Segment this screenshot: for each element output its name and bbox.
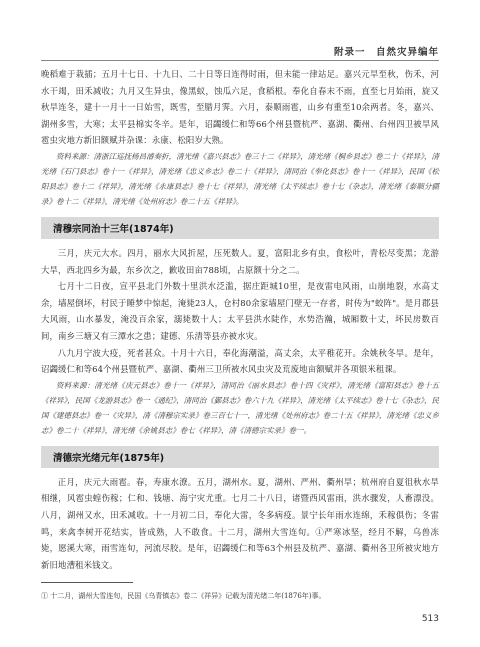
header-rule: [41, 60, 439, 61]
section-heading-bar: [41, 446, 439, 468]
section-heading-bar: [41, 217, 439, 239]
paragraph: 正月，庆元大雨雹。春，寿康水潦。五月，湖州水。夏，湖州、严州、衢州旱；杭州府自夏徂秋水旱相继，风雹虫蝗伤稼；仁和、钱塘、海宁灾尤重。七月二十八日，诸暨西风雷雨，洪水骤发，人畜漂没。八月，湖州又水，田禾减收。十一月初二日，奉化大雷，冬多病疫。景宁长年雨水连绵，禾稼俱伤；冬雷鸣，来禽李树开花结实，皆成熟，人不敢食。十二月，湖州大雪连旬。①严寒冰坚，经月不解，乌兽冻毙，愿溪大寒，雨雪连旬，河流尽胶。是年，诏蠲缓仁和等63个州县及杭严、嘉湖、衢州各卫所被灾地方新旧地漕租米钱文。: [41, 476, 439, 570]
section-title: 清德宗光绪元年(1875年): [53, 452, 165, 464]
main-content: [41, 66, 439, 573]
footnote-rule: [41, 582, 133, 583]
paragraph: 三月，庆元大水。四月，丽水大风折屋，压死数人。夏，富阳北乡有虫，食松叶，青松尽变黑；龙游大旱，西北四乡为最，东乡次之，歉收田亩788顷，占原额十分之二。: [41, 247, 439, 275]
section-title: 清穆宗同治十三年(1874年): [53, 223, 174, 235]
running-header: 附录一 自然灾异编年: [333, 47, 439, 58]
source-note: 资料来源：清光绪《庆元县志》卷十一《祥异》，清同治《丽水县志》卷十四《灾祥》，清光绪《富阳县志》卷十五《祥异》，民国《龙游县志》卷一《通纪》，清同治《鄞县志》卷六十九《祥异》，清光绪《太平续志》卷十七《杂志》，民国《建德县志》卷一《灾异》，清《清穆宗实录》卷三百七十一，清光绪《处州府志》卷二十五《祥异》，清光绪《忠义乡志》卷二十《祥异》，清光绪《余姚县志》卷七《祥异》，清《清德宗实录》卷一。: [41, 380, 439, 435]
page-number: 513: [421, 614, 439, 624]
source-note: 资料来源：清浙江巡抚杨昌濬奏折，清光绪《嘉兴县志》卷三十二《祥异》，清光绪《桐乡县志》卷二十《祥异》，清光绪《石门县志》卷十一《祥异》，清光绪《忠义乡志》卷二十《祥异》，清同治《奉化县志》卷十一《祥异》，民国《松阳县志》卷十二《祥异》，清光绪《永康县志》卷十七《祥异》，清光绪《太平续志》卷十七《杂志》，清光绪《泰顺分疆录》卷十二《祥异》，清光绪《处州府志》卷二十五《祥异》。: [41, 151, 439, 206]
footnote: ① 十二月，湖州大雪连旬，民国《乌青镇志》卷二《祥异》记载为清光绪二年(1876年)事。: [41, 592, 326, 600]
paragraph: 晚稻难于栽插；五月十七日、十九日、二十日等日连得时雨，但未能一律站足。嘉兴元旱至秋，伤禾，河水干竭，田禾减收；九月又生异虫，像黑蚁，蚀瓜六足，食稻根。奉化自春末不雨，直至七月始雨，旋又秋旱连冬，建十一月十一日始雪，既雪，至腊月霁。六月，泰顺雨雹，山乡有重至10余两者。冬，嘉兴、湖州多雪，大寒；太平县棉实冬辛。是年，诏蠲缓仁和等66个州县暨杭严、嘉湖、衢州、台州四卫被旱风雹虫灾地方新旧额赋并杂课：永康、松阳岁大熟。: [41, 69, 439, 146]
paragraph: 八九月宁波大疫，死者甚众。十月十六日，奉化海潮溢，高丈余，太平稚花开。余姚秋冬旱。是年，诏蠲缓仁和等64个州县暨杭严、嘉湖、衢州三卫所被水风虫灾及荒废地亩额赋并各项银米租课。: [41, 347, 439, 375]
paragraph: 七月十二日夜，宣平县北门外数十里洪水泛滥，据庄距城10里，是夜雷电风雨，山崩地裂，水高丈余，墙屋倒坏，村民于睡梦中惊起，淹毙23人，仓村80余家墙屋门壁无一存者，时传为"蛟阵"。是月郡县大风雨，山水暴发，淹没百余家，溺毙数十人；太平县洪水陡作，水势浩瀚，城厢数十丈，坏民房数百间，南乡三塘又有三潭水之患；建德、乐清等县亦被水灾。: [41, 281, 439, 341]
